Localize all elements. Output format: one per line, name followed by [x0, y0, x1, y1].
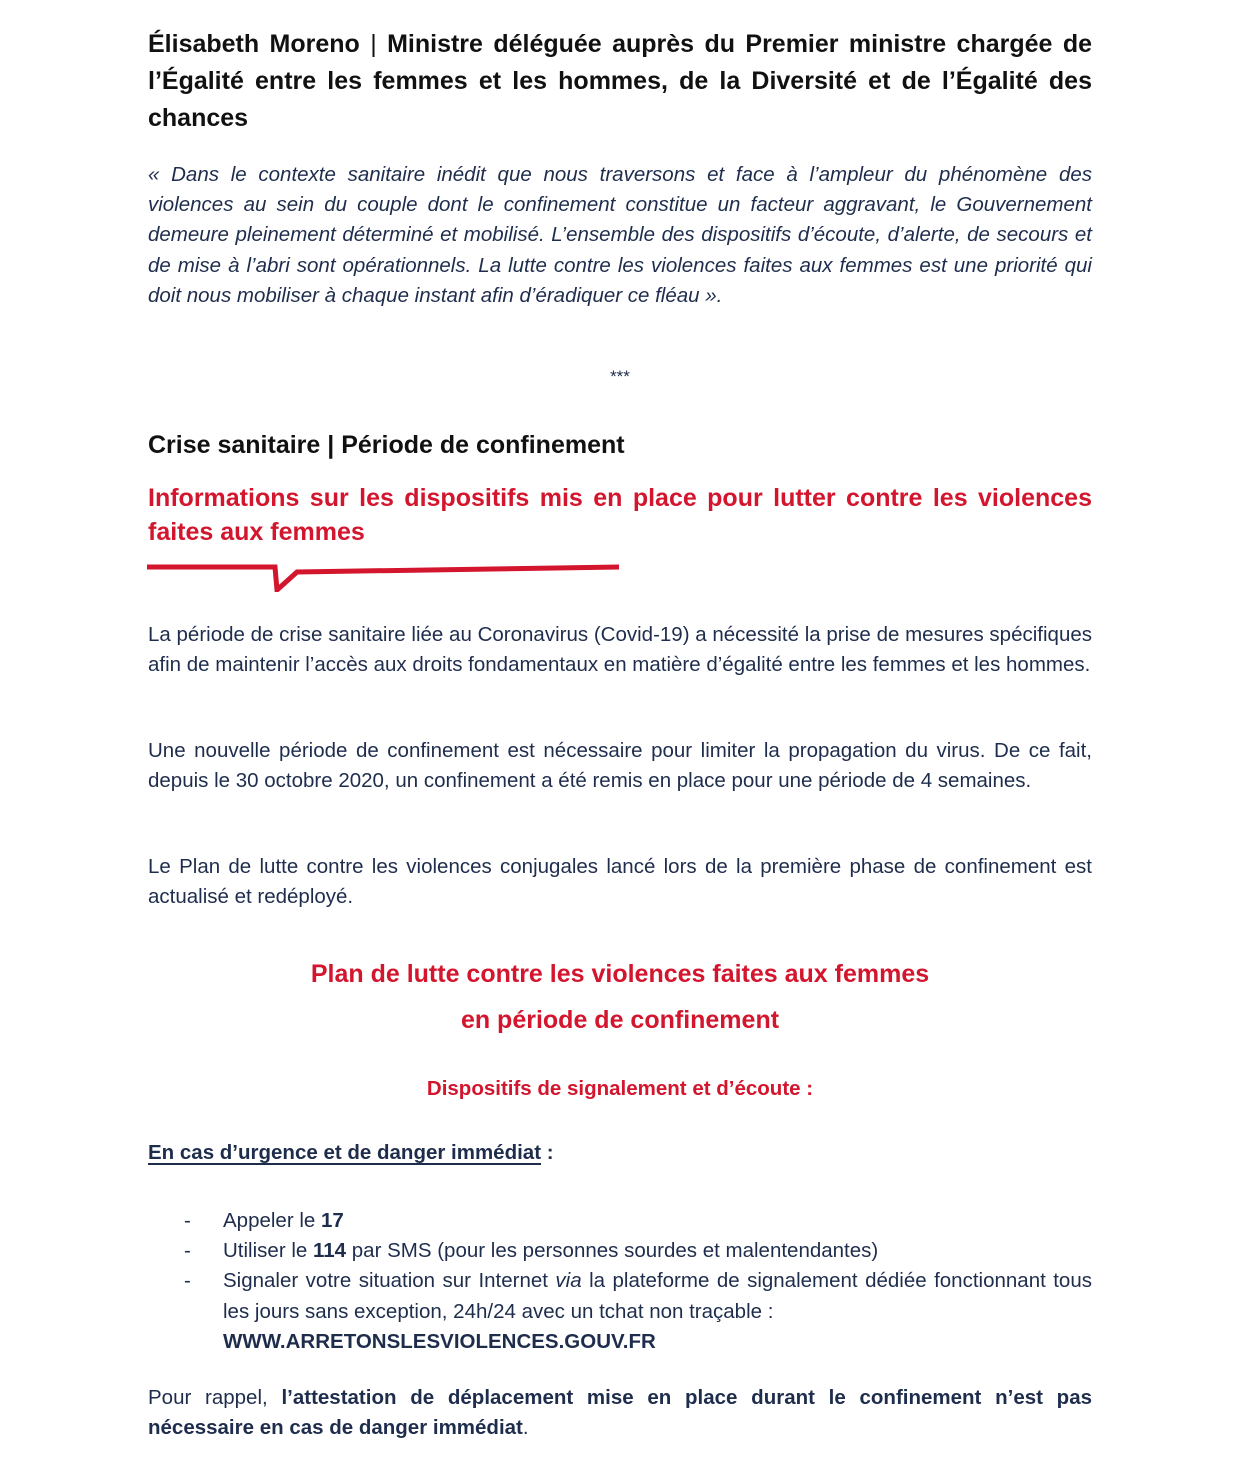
item-text: Utiliser le [223, 1239, 313, 1263]
list-item [148, 1206, 1092, 1236]
list-dash: - [184, 1269, 191, 1293]
minister-title: Ministre déléguée auprès du Premier ministre chargée de l’Égalité entre les femmes et les hommes, de la Diversité et de l’Égalité des chances [148, 30, 1092, 132]
item-via: via [555, 1269, 582, 1293]
section-separator: *** [610, 367, 630, 386]
rappel-pre: Pour rappel, [148, 1386, 282, 1409]
paragraph-confinement: Une nouvelle période de confinement est nécessaire pour limiter la propagation du virus. De ce fait, depuis le 30 octobre 2020, un confinement a été remis en place pour une période de 4 semaines. [148, 739, 1092, 793]
urgence-label: En cas d’urgence et de danger immédiat [148, 1141, 542, 1164]
item-text: par SMS (pour les personnes sourdes et malentendantes) [346, 1239, 879, 1263]
paragraph-plan: Le Plan de lutte contre les violences conjugales lancé lors de la première phase de confinement est actualisé et redéployé. [148, 855, 1092, 909]
rappel-post: . [522, 1416, 529, 1440]
urgence-heading [148, 1141, 1092, 1165]
minister-name: Élisabeth Moreno [148, 30, 360, 58]
list-dash: - [184, 1209, 191, 1232]
list-item [148, 1266, 1092, 1357]
list-dash: - [184, 1239, 191, 1263]
reporting-link[interactable]: WWW.ARRETONSLESVIOLENCES.GOUV.FR [223, 1329, 656, 1353]
rappel-bold: l’attestation de déplacement mise en place durant le confinement n’est pas nécessaire en cas de danger immédiat [148, 1386, 1093, 1440]
dispositifs-heading: Dispositifs de signalement et d’écoute : [426, 1077, 814, 1100]
rappel-paragraph [148, 1383, 1092, 1443]
plan-title-line1: Plan de lutte contre les violences faites aux femmes [310, 960, 930, 988]
section-title: Crise sanitaire | Période de confinement [148, 431, 625, 459]
item-text: Appeler le [223, 1209, 322, 1232]
item-text: la plateforme de signalement dédiée fonctionnant tous les jours sans exception, 24h/24 avec un tchat non traçable : [223, 1269, 1092, 1323]
minister-quote: « Dans le contexte sanitaire inédit que nous traversons et face à l’ampleur du phénomène des violences au sein du couple dont le confinement constitue un facteur aggravant, le Gouvernement demeure pleinement déterminé et mobilisé. L’ensemble des dispositifs d’écoute, d’alerte, de secours et de mise à l’abri sont opérationnels. La lutte contre les violences faites aux femmes est une priorité qui doit nous mobiliser à chaque instant afin d’éradiquer ce fléau ». [148, 163, 1092, 307]
sms-number: 114 [313, 1239, 347, 1263]
item-text: Signaler votre situation sur Internet [223, 1269, 556, 1293]
minister-separator: | [359, 30, 388, 58]
emergency-number: 17 [321, 1209, 344, 1232]
speech-bubble-underline [147, 562, 619, 592]
list-item [148, 1236, 1092, 1266]
plan-title-line2: en période de confinement [460, 1006, 780, 1034]
minister-heading [148, 26, 1092, 137]
paragraph-context: La période de crise sanitaire liée au Coronavirus (Covid-19) a nécessité la prise de mesures spécifiques afin de maintenir l’accès aux droits fondamentaux en matière d’égalité entre les femmes et les hommes. [148, 623, 1092, 677]
urgence-list [148, 1206, 1092, 1357]
section-subtitle: Informations sur les dispositifs mis en place pour lutter contre les violences faites aux femmes [148, 484, 1092, 546]
urgence-suffix: : [541, 1141, 554, 1164]
